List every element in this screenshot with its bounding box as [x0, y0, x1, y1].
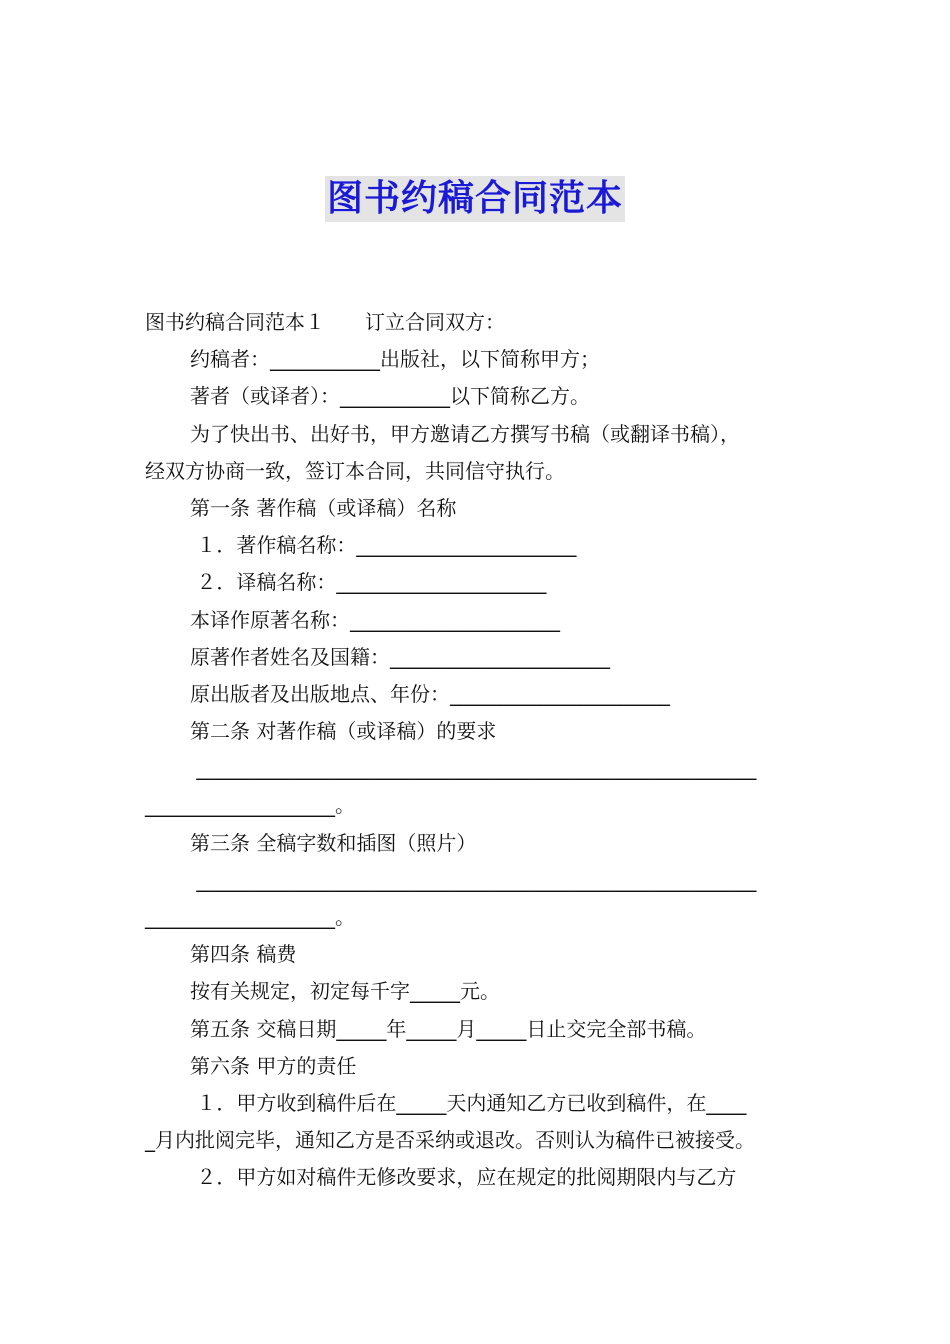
article-3-heading: 第三条 全稿字数和插图（照片）	[190, 830, 477, 855]
contract-line-blank-4	[0, 899, 950, 936]
article-6-heading: 第六条 甲方的责任	[190, 1053, 357, 1078]
preamble-text-2: 经双方协商一致，签订本合同，共同信守执行。	[145, 458, 565, 483]
fee-text: 按有关规定，初定每千字_____元。	[190, 979, 500, 1004]
contract-body	[0, 304, 950, 1197]
article-1-heading: 第一条 著作稿（或译稿）名称	[190, 495, 457, 520]
duty-1-text-a: １．甲方收到稿件后在_____天内通知乙方已收到稿件，在____	[190, 1090, 747, 1115]
original-publisher-text: 原出版者及出版地点、年份：______________________	[190, 681, 670, 706]
contract-line-preamble-1	[0, 416, 950, 453]
article-5-text: 第五条 交稿日期_____年_____月_____日止交完全部书稿。	[190, 1016, 707, 1041]
contract-line-work-name	[0, 527, 950, 564]
contract-line-preamble-2	[0, 453, 950, 490]
contract-line-article-6	[0, 1048, 950, 1085]
contract-line-duty-2	[0, 1159, 950, 1196]
contract-line-article-3	[0, 825, 950, 862]
document-title: 图书约稿合同范本	[325, 176, 625, 222]
contract-line-blank-2	[0, 787, 950, 824]
preamble-text-1: 为了快出书、出好书，甲方邀请乙方撰写书稿（或翻译书稿），	[190, 421, 740, 446]
contract-line-original-publisher	[0, 676, 950, 713]
contract-line-party-b	[0, 378, 950, 415]
contract-line-intro	[0, 304, 950, 341]
contract-line-fee	[0, 973, 950, 1010]
original-author-text: 原著作者姓名及国籍：______________________	[190, 644, 610, 669]
duty-1-text-b: _月内批阅完毕，通知乙方是否采纳或退改。否则认为稿件已被接受。	[145, 1128, 755, 1153]
contract-line-duty-1b	[0, 1122, 950, 1159]
blank-line-1: ________________________________________________________	[190, 756, 757, 781]
contract-line-article-2	[0, 713, 950, 750]
work-name-text: １．著作稿名称：______________________	[190, 533, 577, 558]
document-title-block	[0, 176, 950, 222]
contract-line-translation-name	[0, 564, 950, 601]
contract-line-article-1	[0, 490, 950, 527]
translation-name-text: ２．译稿名称：_____________________	[190, 570, 547, 595]
contract-line-blank-1	[0, 750, 950, 787]
contract-line-duty-1a	[0, 1085, 950, 1122]
contract-line-article-4	[0, 936, 950, 973]
blank-line-4: ___________________。	[145, 905, 355, 929]
contract-line-article-5	[0, 1011, 950, 1048]
blank-line-3: ________________________________________________________	[190, 867, 757, 892]
party-b-text: 著者（或译者）：___________以下简称乙方。	[190, 384, 590, 409]
contract-line-party-a	[0, 341, 950, 378]
party-a-text: 约稿者：___________出版社，以下简称甲方；	[190, 347, 600, 372]
contract-line-original-author	[0, 639, 950, 676]
article-4-heading: 第四条 稿费	[190, 942, 297, 967]
contract-line-blank-3	[0, 862, 950, 899]
article-2-heading: 第二条 对著作稿（或译稿）的要求	[190, 719, 497, 744]
duty-2-text: ２．甲方如对稿件无修改要求，应在规定的批阅期限内与乙方	[190, 1165, 737, 1190]
contract-line-original-name	[0, 602, 950, 639]
blank-line-2: ___________________。	[145, 793, 355, 818]
original-name-text: 本译作原著名称：_____________________	[190, 607, 560, 632]
intro-text: 图书约稿合同范本１ 订立合同双方：	[145, 310, 505, 334]
